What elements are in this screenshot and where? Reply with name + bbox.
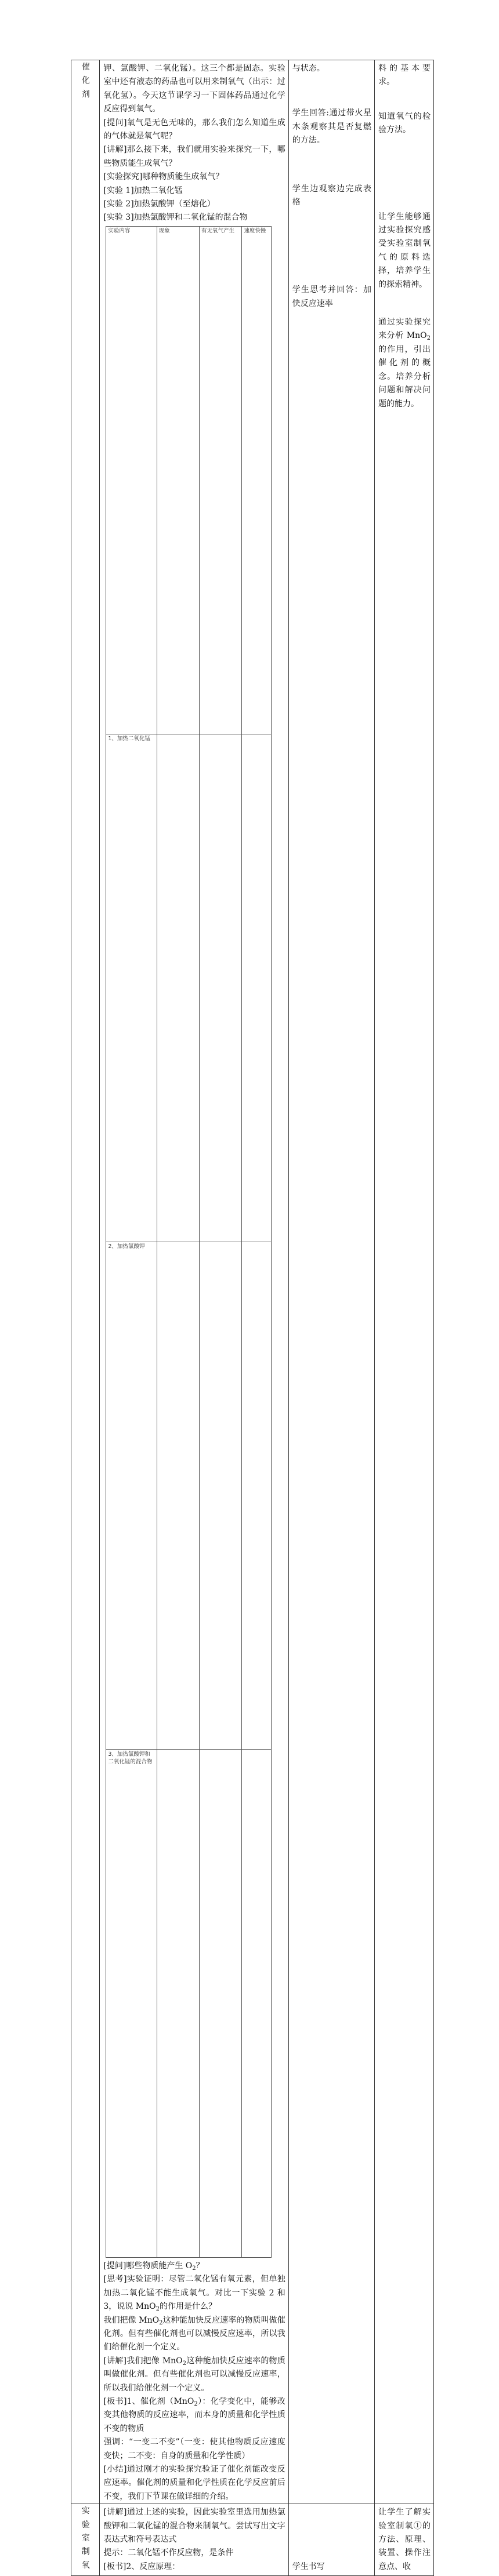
table-cell [157,1749,199,2257]
lesson-plan-table [71,60,434,2576]
section-label-catalyst [71,60,100,2504]
table-cell: 2、加热氯酸钾 [106,1242,157,1749]
paragraph: 提示：二氧化锰不作反应物，是条件 [103,2548,234,2558]
table-cell [242,1242,272,1749]
column-header: 速度快慢 [242,226,272,734]
student-activity-cell [288,2504,374,2576]
paragraph: [思考]实验证明：尽管二氧化锰有氧元素，但单独加热二氧化锰不能生成氧气。对比一下实验 2 和 3，说说 MnO$_2$的作用是什么？ [103,2275,285,2313]
paragraph: [提问]哪些物质能产生 $O_2$？ [103,2261,204,2272]
teacher-activity-cell [100,2504,288,2576]
paragraph: 让学生能够通过实验探究感受实验室制氧气的原料选择，培养学生的探索精神。 [378,212,431,289]
table-row [71,2504,434,2576]
section-label-char: 制 [81,2547,90,2557]
student-activity-cell [288,60,374,2504]
paragraph: 学生回答:通过带火星木条观察其是否复燃的方法。 [292,108,371,145]
table-cell [199,1242,241,1749]
paragraph: [提问]氧气是无色无味的，那么我们怎么知道生成的气体就是氧气呢？ [103,118,285,141]
paragraph: 通过实验探究来分析 MnO$_2$的作用，引出催化剂的概念。培养分析问题和解决问题的能力。 [378,318,431,409]
paragraph: [小结]通过刚才的实验探究验证了催化剂能改变反应速率。催化剂的质量和化学性质在化学反应前后不变，我们下节课在做详细的介绍。 [103,2464,285,2501]
column-header: 现象 [157,226,199,734]
paragraph: [讲解]我们把像 MnO$_2$这种能加快反应速率的物质叫做催化剂。但有些催化剂也可以减慢反应速率，所以我们给催化剂一个定义。 [103,2356,285,2393]
paragraph: [讲解]那么接下来，我们就用实验来探究一下，哪些物质能生成氧气？ [103,145,285,168]
table-row [71,60,434,2504]
experiment-record-table [106,226,272,2258]
paragraph: 学生书写 [292,2562,325,2572]
paragraph: [实验 3]加热氯酸钾和二氧化锰的混合物 [103,213,248,223]
teacher-activity-cell [100,60,288,2504]
table-cell: 3、加热氯酸钾和二氧化锰的混合物 [106,1749,157,2257]
paragraph: [实验 1]加热二氧化锰 [103,185,183,195]
table-cell [242,1749,272,2257]
table-cell [199,734,241,1242]
section-label-char: 实 [81,2506,90,2516]
table-row [106,226,272,734]
paragraph: 学生思考并回答：加快反应速率 [292,285,371,308]
paragraph: [板书]1、催化剂（MnO$_2$）：化学变化中，能够改变其他物质的反应速率，而本身的质量和化学性质不变的物质 [103,2396,285,2433]
section-label-char: 验 [81,2520,90,2530]
section-label-char: 化 [81,76,90,86]
column-header: 有无氧气产生 [199,226,241,734]
table-row [106,734,272,1242]
paragraph: 料的基本要求。 [378,64,431,87]
design-intent-cell [374,2504,433,2576]
paragraph: [实验 2]加热氯酸钾（至熔化） [103,199,215,209]
paragraph: [板书]2、反应原理： [103,2562,180,2571]
paragraph: 让学生了解实验室制氧①的方法、原理、装置、操作注意点、收 [378,2508,431,2571]
design-intent-cell [374,60,433,2504]
paragraph: 钾、氯酸钾、二氧化锰）。这三个都是固态。实验室中还有液态的药品也可以用来制氧气（出示：过氧化氢）。今天这节课学习一下固体药品通过化学反应得到氧气。 [103,64,285,114]
section-label-char: 催 [81,63,90,72]
section-label-oxygen-lab [71,2504,100,2576]
table-cell [157,734,199,1242]
table-row [106,1749,272,2257]
paragraph: [实验探究]哪种物质能生成氧气？ [103,172,224,182]
section-label-char: 剂 [81,89,90,99]
table-cell [242,734,272,1242]
table-cell: 1、加热二氧化锰 [106,734,157,1242]
paragraph: 知道氧气的检验方法。 [378,111,431,135]
table-cell [157,1242,199,1749]
paragraph: 强调：“一变二不变”（一变：使其他物质反应速度变快；二不变：自身的质量和化学性质） [103,2437,285,2461]
paragraph: 我们把像 MnO$_2$这种能加快反应速率的物质叫做催化剂。但有些催化剂也可以减慢反应速率，所以我们给催化剂一个定义。 [103,2315,285,2352]
section-label-char: 氧 [81,2560,90,2570]
paragraph: 学生边观察边完成表格 [292,184,371,208]
table-cell [199,1749,241,2257]
paragraph: 与状态。 [292,64,325,73]
column-header: 实验内容 [106,226,157,734]
paragraph: [讲解]通过上述的实验，因此实验室里选用加热氯酸钾和二氧化锰的混合物来制氧气。尝试写出文字表达式和符号表达式 [103,2508,285,2544]
table-row [106,1242,272,1749]
section-label-char: 室 [81,2534,90,2543]
